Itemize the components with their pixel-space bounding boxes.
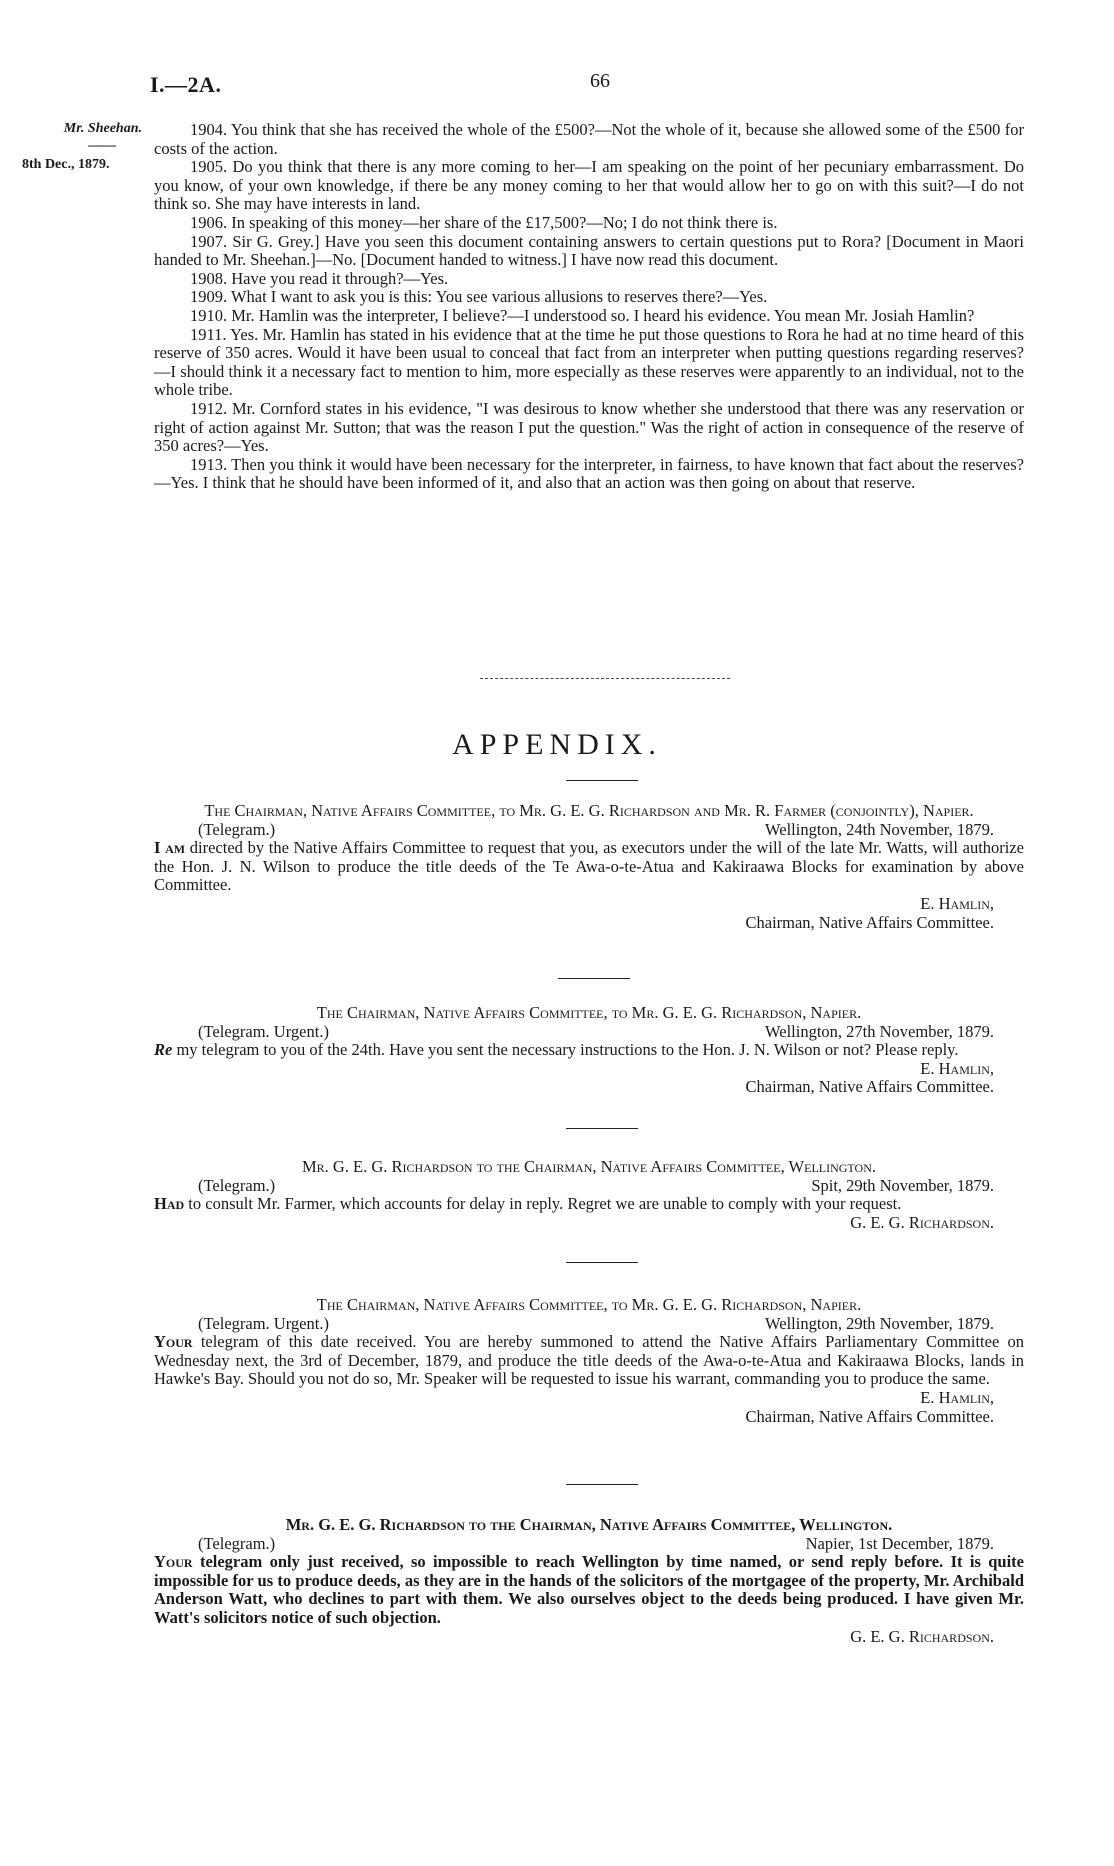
telegram-lead: Your: [154, 1332, 193, 1352]
telegram-signature: G. E. G. Richardson.: [850, 1212, 994, 1232]
telegram-body: telegram of this date received. You are hereby summoned to attend the Native Affairs Parliamentary Committee on Wednesday next, the 3rd of December, 1879, and produce the title deeds of the Awa-o-te-Atua and Kakiraawa Blocks, lands in Hawke's Bay. Should you not do so, Mr. Speaker will be requested to issue his warrant, commanding you to produce the same.: [154, 1332, 1024, 1389]
question-1912: 1912. Mr. Cornford states in his evidence, "I was desirous to know whether she understood that there was any reservation or right of action against Mr. Sutton; that was the reason I put the question." Was the right of action in consequence of the reserve of 350 acres?—Yes.: [154, 398, 1024, 456]
witness-name: Mr. Sheehan.: [63, 121, 142, 136]
telegram-lead: Re: [154, 1040, 173, 1060]
telegram-signature: E. Hamlin,: [920, 1058, 994, 1078]
telegram-lead: Your: [154, 1552, 193, 1572]
question-1908: 1908. Have you read it through?—Yes.: [190, 268, 449, 288]
telegram-body: to consult Mr. Farmer, which accounts for delay in reply. Regret we are unable to comply with your request.: [184, 1194, 902, 1214]
telegram-type: (Telegram.): [198, 1533, 276, 1553]
evidence-text: [154, 121, 1024, 493]
telegram-5: [154, 1516, 1024, 1646]
telegram-heading: The Chairman, Native Affairs Committee, to Mr. G. E. G. Richardson, Napier.: [316, 1003, 862, 1022]
page-number: 66: [590, 70, 610, 92]
telegram-type: (Telegram. Urgent.): [198, 1313, 329, 1333]
question-1906: 1906. In speaking of this money—her share of the £17,500?—No; I do not think there is.: [190, 212, 778, 232]
telegram-body: telegram only just received, so impossible to reach Wellington by time named, or send reply before. It is quite impossible for us to produce deeds, as they are in the hands of the solicitors of the mortgagee of the property, Mr. Archibald Anderson Watt, who declines to part with them. We also ourselves object to the deeds being produced. I have given Mr. Watt's solicitors notice of such objection.: [154, 1552, 1024, 1627]
margin-dash: ——: [88, 138, 116, 153]
telegram-signature: G. E. G. Richardson.: [850, 1626, 994, 1646]
telegram-body: my telegram to you of the 24th. Have you sent the necessary instructions to the Hon. J. N. Wilson or not? Please reply.: [172, 1040, 959, 1060]
question-1911: 1911. Yes. Mr. Hamlin has stated in his evidence that at the time he put those questions to Rora he had at no time heard of this reserve of 350 acres. Would it have been usual to conceal that fact from an interpreter when putting questions regarding reserves?—I should think it a necessary fact to mention to him, more especially as these reserves were apparently to an individual, not to the whole tribe.: [154, 324, 1024, 400]
telegram-dateline: Wellington, 27th November, 1879.: [765, 1021, 994, 1041]
telegram-heading: Mr. G. E. G. Richardson to the Chairman, Native Affairs Committee, Wellington.: [301, 1157, 877, 1176]
letter-divider: [566, 1128, 638, 1129]
telegram-lead: I am: [154, 838, 186, 858]
question-1905: 1905. Do you think that there is any more coming to her—I am speaking on the point of her pecuniary embarrassment. Do you know, of your own knowledge, if there be any money coming to her that would allow her to go on with this suit?—I do not think so. She may have interests in land.: [154, 157, 1024, 214]
telegram-heading: The Chairman, Native Affairs Committee, to Mr. G. E. G. Richardson and Mr. R. Farmer (conjointly), Napier.: [204, 801, 974, 820]
margin-notes: [22, 121, 142, 173]
question-1909: 1909. What I want to ask you is this: You see various allusions to reserves there?—Yes.: [190, 287, 768, 307]
letter-divider: [566, 1484, 638, 1485]
telegram-signature-title: Chairman, Native Affairs Committee.: [745, 1406, 994, 1426]
telegram-1: [154, 802, 1024, 932]
question-1910: 1910. Mr. Hamlin was the interpreter, I believe?—I understood so. I heard his evidence. You mean Mr. Josiah Hamlin?: [190, 305, 975, 325]
question-1913: 1913. Then you think it would have been necessary for the interpreter, in fairness, to have known that fact about the reserves?—Yes. I think that he should have been informed of it, and also that an action was then going on about that reserve.: [154, 454, 1024, 493]
telegram-dateline: Napier, 1st December, 1879.: [805, 1533, 994, 1553]
telegram-signature-title: Chairman, Native Affairs Committee.: [745, 912, 994, 932]
telegram-3: [154, 1158, 1024, 1232]
appendix-rule: [566, 780, 638, 781]
telegram-body: directed by the Native Affairs Committee to request that you, as executors under the will of the late Mr. Watts, will authorize the Hon. J. N. Wilson to produce the title deeds of the Te Awa-o-te-Atua and Kakiraawa Blocks for examination by above Committee.: [154, 838, 1025, 895]
evidence-date: 8th Dec., 1879.: [22, 157, 110, 172]
telegram-type: (Telegram. Urgent.): [198, 1021, 329, 1041]
paper-reference: I.—2A.: [150, 72, 222, 97]
question-1904: 1904. You think that she has received the whole of the £500?—Not the whole of it, because she allowed some of the £500 for costs of the action.: [154, 120, 1024, 158]
telegram-heading: The Chairman, Native Affairs Committee, to Mr. G. E. G. Richardson, Napier.: [316, 1295, 862, 1314]
appendix-title: APPENDIX.: [452, 728, 662, 761]
telegram-type: (Telegram.): [198, 819, 276, 839]
telegram-signature: E. Hamlin,: [920, 1387, 994, 1407]
section-separator: [480, 678, 730, 679]
telegram-signature-title: Chairman, Native Affairs Committee.: [745, 1077, 994, 1097]
telegram-type: (Telegram.): [198, 1175, 276, 1195]
telegram-heading: Mr. G. E. G. Richardson to the Chairman, Native Affairs Committee, Wellington.: [285, 1515, 893, 1534]
telegram-dateline: Wellington, 29th November, 1879.: [765, 1313, 994, 1333]
telegram-dateline: Spit, 29th November, 1879.: [811, 1175, 994, 1195]
telegram-2: [154, 1004, 1024, 1097]
question-1907: 1907. Sir G. Grey.] Have you seen this document containing answers to certain questions put to Rora? [Document in Maori handed to Mr. Sheehan.]—No. [Document handed to witness.] I have now read this document.: [154, 231, 1024, 270]
telegram-signature: E. Hamlin,: [920, 893, 994, 913]
telegram-4: [154, 1296, 1024, 1426]
letter-divider: [566, 1262, 638, 1263]
letter-divider: [558, 978, 630, 979]
telegram-dateline: Wellington, 24th November, 1879.: [765, 819, 994, 839]
telegram-lead: Had: [154, 1194, 185, 1214]
